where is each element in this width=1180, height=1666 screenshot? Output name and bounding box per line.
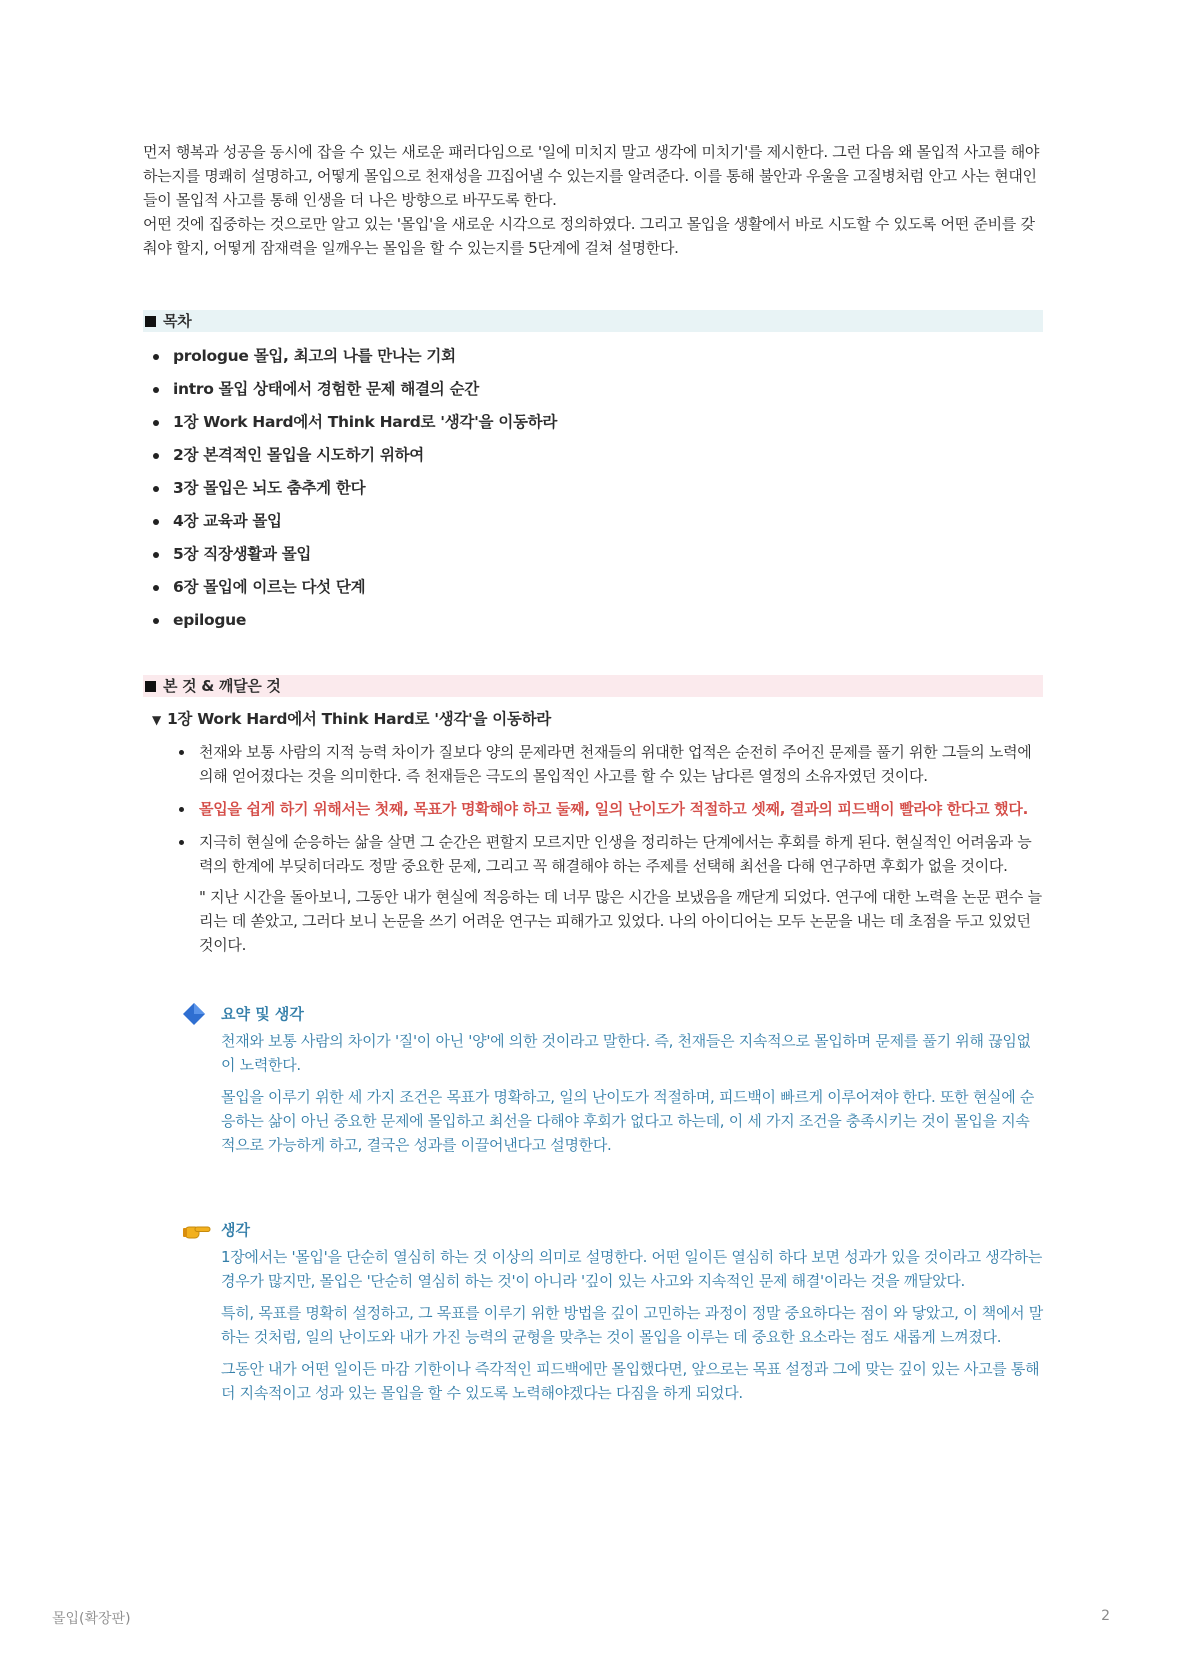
toc-item-label: intro 몰입 상태에서 경험한 문제 해결의 순간 <box>173 380 479 398</box>
toc-item <box>143 340 1043 373</box>
toc-item-label: prologue 몰입, 최고의 나를 만나는 기회 <box>173 347 456 365</box>
intro-paragraph: 먼저 행복과 성공을 동시에 잡을 수 있는 새로운 패러다임으로 '일에 미치지 말고 생각에 미치기'를 제시한다. 그런 다음 왜 몰입적 사고를 해야 하는지를 명쾌히 설명하고, 어떻게 몰입으로 천재성을 끄집어낼 수 있는지를 알려준다. 이를 통해 불안과 우울을 고질병처럼 안고 사는 현대인들이 몰입적 사고를 통해 인생을 더 나은 방향으로 바꾸도록 한다. <box>143 143 1040 209</box>
bullet-icon <box>153 354 159 360</box>
toc-header <box>143 310 1043 332</box>
learn-header-label: 본 것 & 깨달은 것 <box>163 677 281 695</box>
learn-item <box>143 740 1043 788</box>
bullet-icon <box>179 750 184 755</box>
bullet-icon <box>153 420 159 426</box>
callout-paragraph: 1장에서는 '몰입'을 단순히 열심히 하는 것 이상의 의미로 설명한다. 어떤 일이든 열심히 하다 보면 성과가 있을 것이라고 생각하는 경우가 많지만, 몰입은 '단순히 열심히 하는 것'이 아니라 '깊이 있는 사고와 지속적인 문제 해결'이라는 것을 깨달았다. <box>221 1248 1043 1290</box>
toc-item <box>143 538 1043 571</box>
learn-item-highlight <box>143 797 1043 821</box>
bullet-icon <box>179 840 184 845</box>
bullet-icon <box>153 387 159 393</box>
learn-list <box>143 740 1043 878</box>
bullet-icon <box>153 618 159 624</box>
footer-title: 몰입(확장판) <box>52 1611 131 1627</box>
page-number: 2 <box>1101 1608 1110 1624</box>
pointing-hand-icon <box>183 1219 211 1251</box>
toc-item <box>143 439 1043 472</box>
triangle-down-icon: ▼ <box>152 713 161 727</box>
toc-item <box>143 604 1043 637</box>
bullet-icon <box>153 453 159 459</box>
intro-section <box>143 140 1043 260</box>
toc-item <box>143 505 1043 538</box>
chapter-toggle-label: 1장 Work Hard에서 Think Hard로 '생각'을 이동하라 <box>166 710 551 728</box>
thought-callout-title <box>183 1215 1043 1245</box>
toc-header-label: 목차 <box>163 312 192 330</box>
toc-item-label: 4장 교육과 몰입 <box>173 512 282 530</box>
callout-paragraph: 그동안 내가 어떤 일이든 마감 기한이나 즉각적인 피드백에만 몰입했다면, 앞으로는 목표 설정과 그에 맞는 깊이 있는 사고를 통해 더 지속적이고 성과 있는 몰입을 할 수 있도록 노력해야겠다는 다짐을 하게 되었다. <box>221 1360 1040 1402</box>
callout-paragraph: 천재와 보통 사람의 차이가 '질'이 아닌 '양'에 의한 것이라고 말한다. 즉, 천재들은 지속적으로 몰입하며 문제를 풀기 위해 끊임없이 노력한다. <box>221 1032 1031 1074</box>
toc-item-label: 3장 몰입은 뇌도 춤추게 한다 <box>173 479 366 497</box>
toc-item-label: epilogue <box>173 611 247 629</box>
toc-item-label: 1장 Work Hard에서 Think Hard로 '생각'을 이동하라 <box>173 413 558 431</box>
summary-callout-label: 요약 및 생각 <box>221 1005 304 1023</box>
summary-callout-title <box>183 999 1043 1029</box>
callout-paragraph: 특히, 목표를 명확히 설정하고, 그 목표를 이루기 위한 방법을 깊이 고민하는 과정이 정말 중요하다는 점이 와 닿았고, 이 책에서 말하는 것처럼, 일의 난이도와 내가 가진 능력의 균형을 맞추는 것이 몰입을 이루는 데 중요한 요소라는 점도 새롭게 느껴졌다. <box>221 1304 1043 1346</box>
learn-header <box>143 675 1043 697</box>
toc-item-label: 2장 본격적인 몰입을 시도하기 위하여 <box>173 446 424 464</box>
quote-text: " 지난 시간을 돌아보니, 그동안 내가 현실에 적응하는 데 너무 많은 시간을 보냈음을 깨닫게 되었다. 연구에 대한 노력을 논문 편수 늘리는 데 쏟았고, 그러다 보니 논문을 쓰기 어려운 연구는 피해가고 있었다. 나의 아이디어는 모두 논문을 내는 데 초점을 두고 있었던 것이다. <box>199 888 1042 954</box>
intro-paragraph: 어떤 것에 집중하는 것으로만 알고 있는 '몰입'을 새로운 시각으로 정의하였다. 그리고 몰입을 생활에서 바로 시도할 수 있도록 어떤 준비를 갖춰야 할지, 어떻게 잠재력을 일깨우는 몰입을 할 수 있는지를 5단계에 걸쳐 설명한다. <box>143 215 1035 257</box>
bullet-icon <box>153 519 159 525</box>
bullet-icon <box>179 807 184 812</box>
toc-item <box>143 571 1043 604</box>
toc-item <box>143 406 1043 439</box>
bullet-icon <box>153 486 159 492</box>
square-icon <box>145 681 156 692</box>
learn-item-text: 몰입을 쉽게 하기 위해서는 첫째, 목표가 명확해야 하고 둘째, 일의 난이도가 적절하고 셋째, 결과의 피드백이 빨라야 한다고 했다. <box>199 800 1028 818</box>
learn-item-text: 지극히 현실에 순응하는 삶을 살면 그 순간은 편할지 모르지만 인생을 정리하는 단계에서는 후회를 하게 된다. 현실적인 어려움과 능력의 한계에 부딪히더라도 정말 중요한 문제, 그리고 꼭 해결해야 하는 주제를 선택해 최선을 다해 연구하면 후회가 없을 것이다. <box>199 833 1032 875</box>
toc-item-label: 5장 직장생활과 몰입 <box>173 545 312 563</box>
blue-diamond-icon <box>183 1003 205 1035</box>
toc-list <box>143 340 1043 637</box>
bullet-icon <box>153 552 159 558</box>
learn-item <box>143 830 1043 878</box>
toc-item-label: 6장 몰입에 이르는 다섯 단계 <box>173 578 366 596</box>
chapter-toggle[interactable] <box>143 707 1043 732</box>
callout-paragraph: 몰입을 이루기 위한 세 가지 조건은 목표가 명확하고, 일의 난이도가 적절하며, 피드백이 빠르게 이루어져야 한다. 또한 현실에 순응하는 삶이 아닌 중요한 문제에 몰입하고 최선을 다해야 후회가 없다고 하는데, 이 세 가지 조건을 충족시키는 것이 몰입을 지속적으로 가능하게 하고, 결국은 성과를 이끌어낸다고 설명한다. <box>221 1088 1035 1154</box>
bullet-icon <box>153 585 159 591</box>
toc-item <box>143 373 1043 406</box>
learn-item-text: 천재와 보통 사람의 지적 능력 차이가 질보다 양의 문제라면 천재들의 위대한 업적은 순전히 주어진 문제를 풀기 위한 그들의 노력에 의해 얻어졌다는 것을 의미한다. 즉 천재들은 극도의 몰입적인 사고를 할 수 있는 남다른 열정의 소유자였던 것이다. <box>199 743 1032 785</box>
page-content <box>143 140 1043 1413</box>
toc-item <box>143 472 1043 505</box>
square-icon <box>145 316 156 327</box>
thought-callout <box>183 1215 1043 1405</box>
thought-callout-label: 생각 <box>221 1221 250 1239</box>
summary-callout <box>183 999 1043 1157</box>
